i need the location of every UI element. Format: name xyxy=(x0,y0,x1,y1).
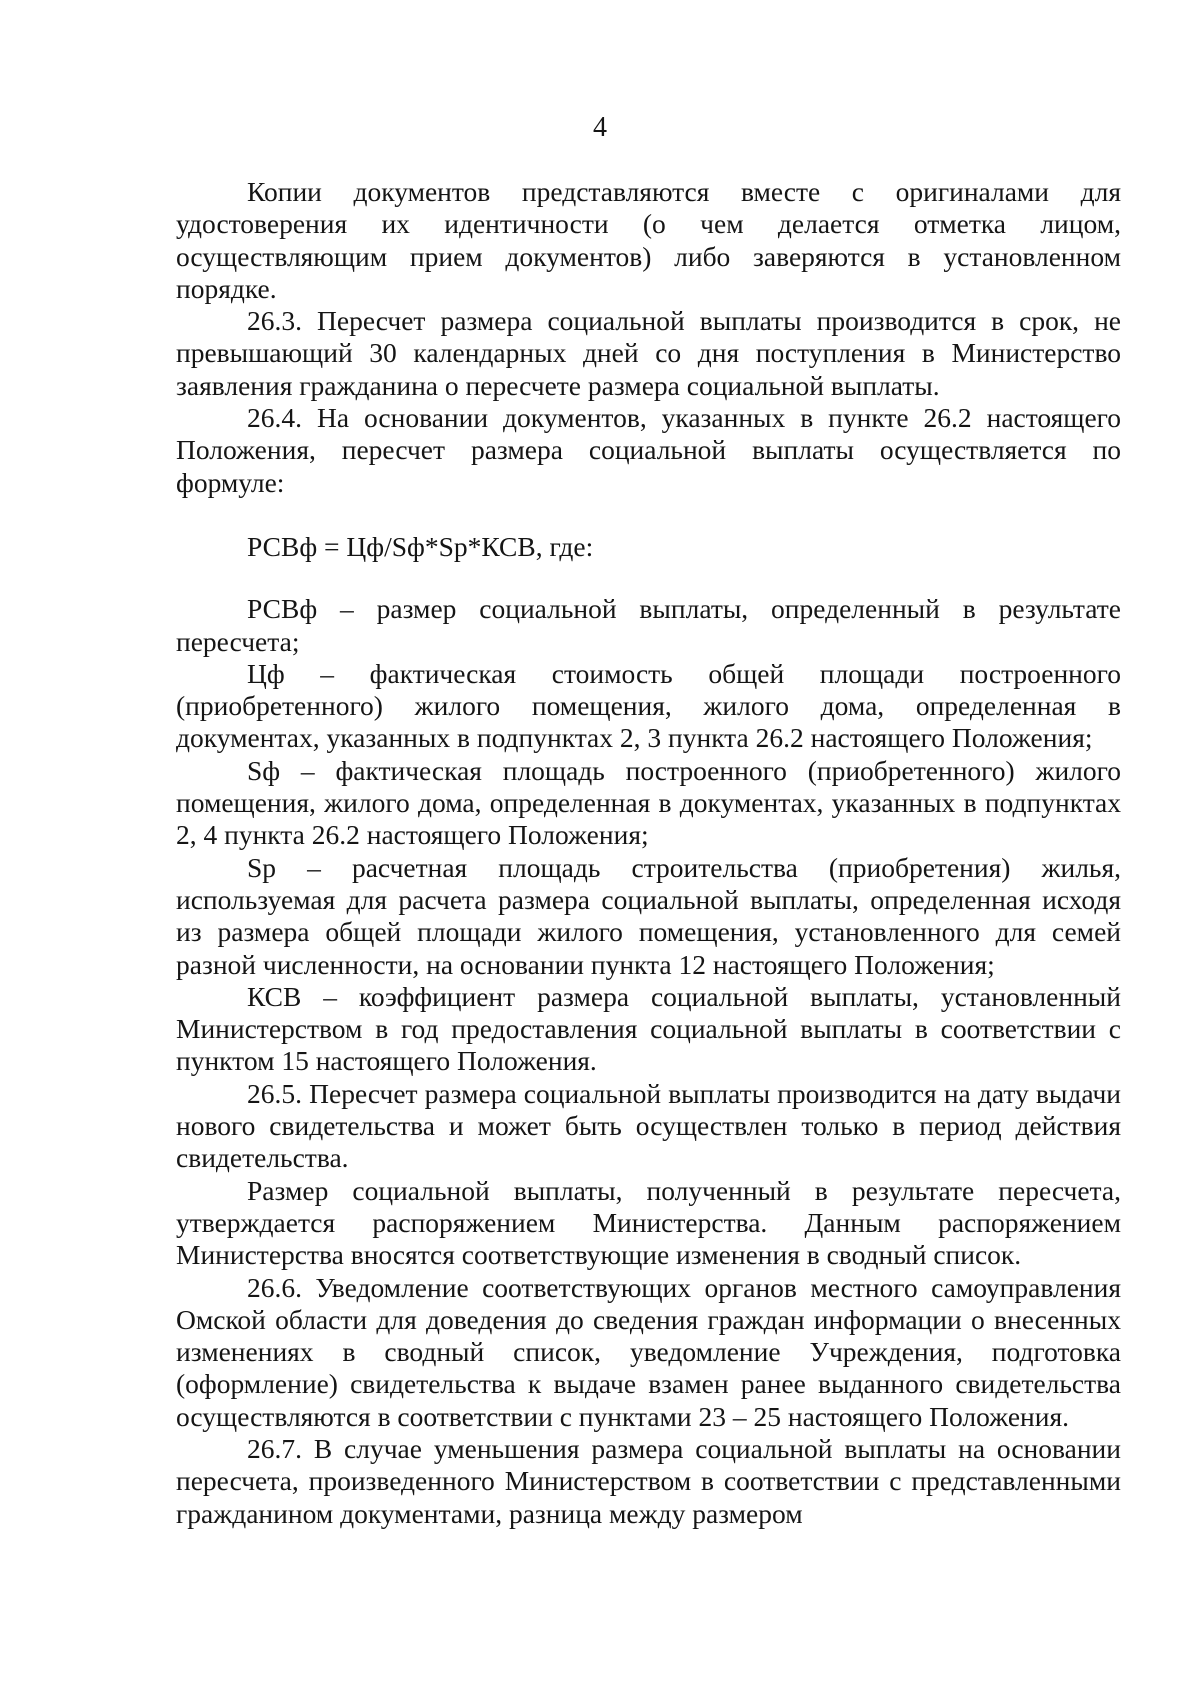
definition-rsvf: РСВф – размер социальной выплаты, определенный в результате пересчета; xyxy=(176,593,1121,657)
definition-sf: Sф – фактическая площадь построенного (приобретенного) жилого помещения, жилого дома, определенная в документах, указанных в подпунктах 2, 4 пункта 26.2 настоящего Положения; xyxy=(176,754,1121,851)
formula: РСВф = Цф/Sф*Sp*КСВ, где: xyxy=(247,530,594,562)
document-body xyxy=(176,176,1121,1530)
paragraph-26-4: 26.4. На основании документов, указанных в пункте 26.2 настоящего Положения, пересчет размера социальной выплаты осуществляется по формуле: xyxy=(176,402,1121,498)
paragraph-26-6: 26.6. Уведомление соответствующих органов местного самоуправления Омской области для доведения до сведения граждан информации о внесенных изменениях в сводный список, уведомление Учреждения, подготовка (оформление) свидетельства к выдаче взамен ранее выданного свидетельства осуществляются в соответствии с пунктами 23 – 25 настоящего Положения. xyxy=(176,1271,1121,1432)
paragraph-26-7: 26.7. В случае уменьшения размера социальной выплаты на основании пересчета, произведенного Министерством в соответствии с представленными гражданином документами, разница между размером xyxy=(176,1432,1121,1529)
definition-tsf: Цф – фактическая стоимость общей площади построенного (приобретенного) жилого помещения, жилого дома, определенная в документах, указанных в подпунктах 2, 3 пункта 26.2 настоящего Положения; xyxy=(176,657,1121,754)
paragraph-26-3: 26.3. Пересчет размера социальной выплаты производится в срок, не превышающий 30 календарных дней со дня поступления в Министерство заявления гражданина о пересчете размера социальной выплаты. xyxy=(176,305,1121,401)
page-number: 4 xyxy=(593,112,607,143)
definition-sp: Sp – расчетная площадь строительства (приобретения) жилья, используемая для расчета размера социальной выплаты, определенная исходя из размера общей площади жилого помещения, установленного для семей разной численности, на основании пункта 12 настоящего Положения; xyxy=(176,851,1121,980)
paragraph-26-5: 26.5. Пересчет размера социальной выплаты производится на дату выдачи нового свидетельства и может быть осуществлен только в период действия свидетельства. xyxy=(176,1077,1121,1174)
definition-ksv: КСВ – коэффициент размера социальной выплаты, установленный Министерством в год предоставления социальной выплаты в соответствии с пунктом 15 настоящего Положения. xyxy=(176,980,1121,1077)
paragraph-approval: Размер социальной выплаты, полученный в результате пересчета, утверждается распоряжением Министерства. Данным распоряжением Министерства вносятся соответствующие изменения в сводный список. xyxy=(176,1174,1121,1271)
paragraph-copies: Копии документов представляются вместе с оригиналами для удостоверения их идентичности (о чем делается отметка лицом, осуществляющим прием документов) либо заверяются в установленном порядке. xyxy=(176,176,1121,304)
